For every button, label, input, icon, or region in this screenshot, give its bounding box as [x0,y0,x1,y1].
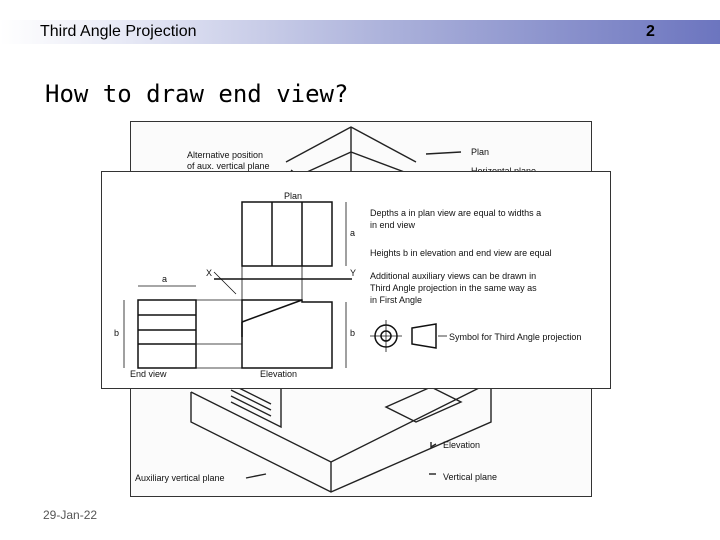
slide-title: How to draw end view? [45,80,349,108]
label-a-top: a [162,274,168,284]
label-b-left: b [114,328,120,338]
note-aux-line-3: in First Angle [370,295,423,305]
label-y: Y [350,268,357,278]
back-label-plan: Plan [471,147,490,157]
note-depths-line-2: in end view [370,220,416,230]
slide-number: 2 [646,23,655,40]
label-b-right: b [350,328,356,338]
back-label-elevation: Elevation [443,440,481,450]
header-title: Third Angle Projection [40,23,197,40]
note-heights: Heights b in elevation and end view are equal [370,248,552,258]
label-end-view: End view [130,369,167,379]
label-x: X [206,268,213,278]
back-label-aux-vertical-plane: Auxiliary vertical plane [135,473,225,483]
label-plan: Plan [284,191,303,201]
orthographic-figure [101,171,611,389]
note-aux-line-2: Third Angle projection in the same way as [370,283,537,293]
back-label-alt-position-1: Alternative position [187,150,264,160]
back-label-vertical-plane: Vertical plane [443,472,498,482]
label-a-side: a [350,228,356,238]
slide-date: 29-Jan-22 [43,508,98,522]
label-elevation: Elevation [260,369,298,379]
note-aux-line-1: Additional auxiliary views can be drawn in [370,271,537,281]
back-label-alt-position-2: of aux. vertical plane [187,161,270,171]
note-depths-line-1: Depths a in plan view are equal to widths a [370,208,542,218]
orthographic-drawing [102,172,610,388]
label-projection-symbol: Symbol for Third Angle projection [449,332,582,342]
